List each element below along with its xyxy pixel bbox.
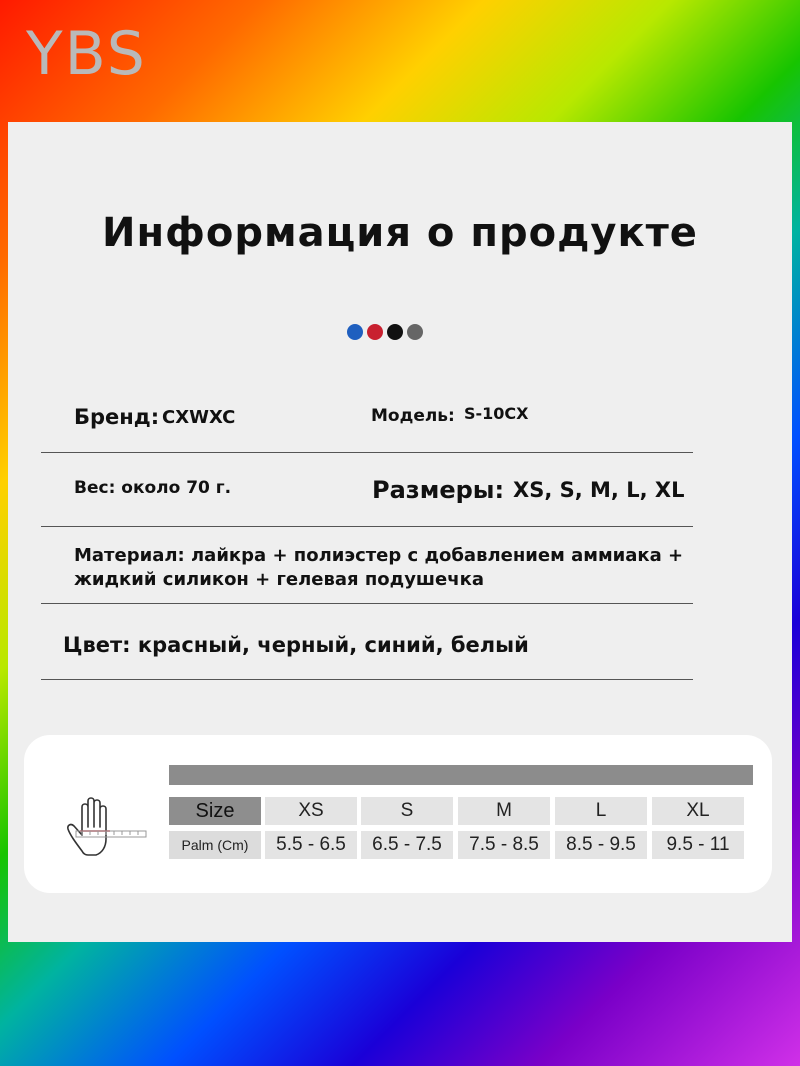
model-label: Модель: <box>371 406 455 426</box>
product-info-panel <box>8 122 792 942</box>
palm-row-label: Palm (Cm) <box>169 831 261 859</box>
divider <box>41 526 693 527</box>
size-cell: S <box>361 797 453 825</box>
size-header-label: Size <box>169 797 261 825</box>
color-text: Цвет: красный, черный, синий, белый <box>63 633 529 657</box>
sizes-value: XS, S, M, L, XL <box>513 478 685 502</box>
model-value: S-10CX <box>464 404 529 423</box>
palm-cell: 9.5 - 11 <box>652 831 744 859</box>
color-swatch-blue <box>347 324 363 340</box>
material-line-1: Материал: лайкра + полиэстер с добавлением аммиака + <box>74 545 684 566</box>
size-cell: M <box>458 797 550 825</box>
brand-value: CXWXC <box>162 407 236 428</box>
palm-cell: 5.5 - 6.5 <box>265 831 357 859</box>
material-line-2: жидкий силикон + гелевая подушечка <box>74 569 484 590</box>
weight-text: Вес: около 70 г. <box>74 478 232 498</box>
page-title: Информация о продукте <box>102 210 698 256</box>
divider <box>41 679 693 680</box>
size-cell: L <box>555 797 647 825</box>
sizes-label: Размеры: <box>372 476 505 504</box>
size-cell: XL <box>652 797 744 825</box>
logo: YBS <box>26 19 147 89</box>
divider <box>41 603 693 604</box>
divider <box>41 452 693 453</box>
size-chart-card <box>24 735 772 893</box>
size-cell: XS <box>265 797 357 825</box>
color-swatch-black <box>387 324 403 340</box>
color-swatches <box>347 324 423 340</box>
palm-cell: 6.5 - 7.5 <box>361 831 453 859</box>
size-table-header-bar <box>169 765 753 785</box>
palm-cell: 7.5 - 8.5 <box>458 831 550 859</box>
color-swatch-gray <box>407 324 423 340</box>
brand-label: Бренд: <box>74 405 160 429</box>
color-swatch-red <box>367 324 383 340</box>
hand-measure-icon <box>62 793 148 861</box>
palm-cell: 8.5 - 9.5 <box>555 831 647 859</box>
